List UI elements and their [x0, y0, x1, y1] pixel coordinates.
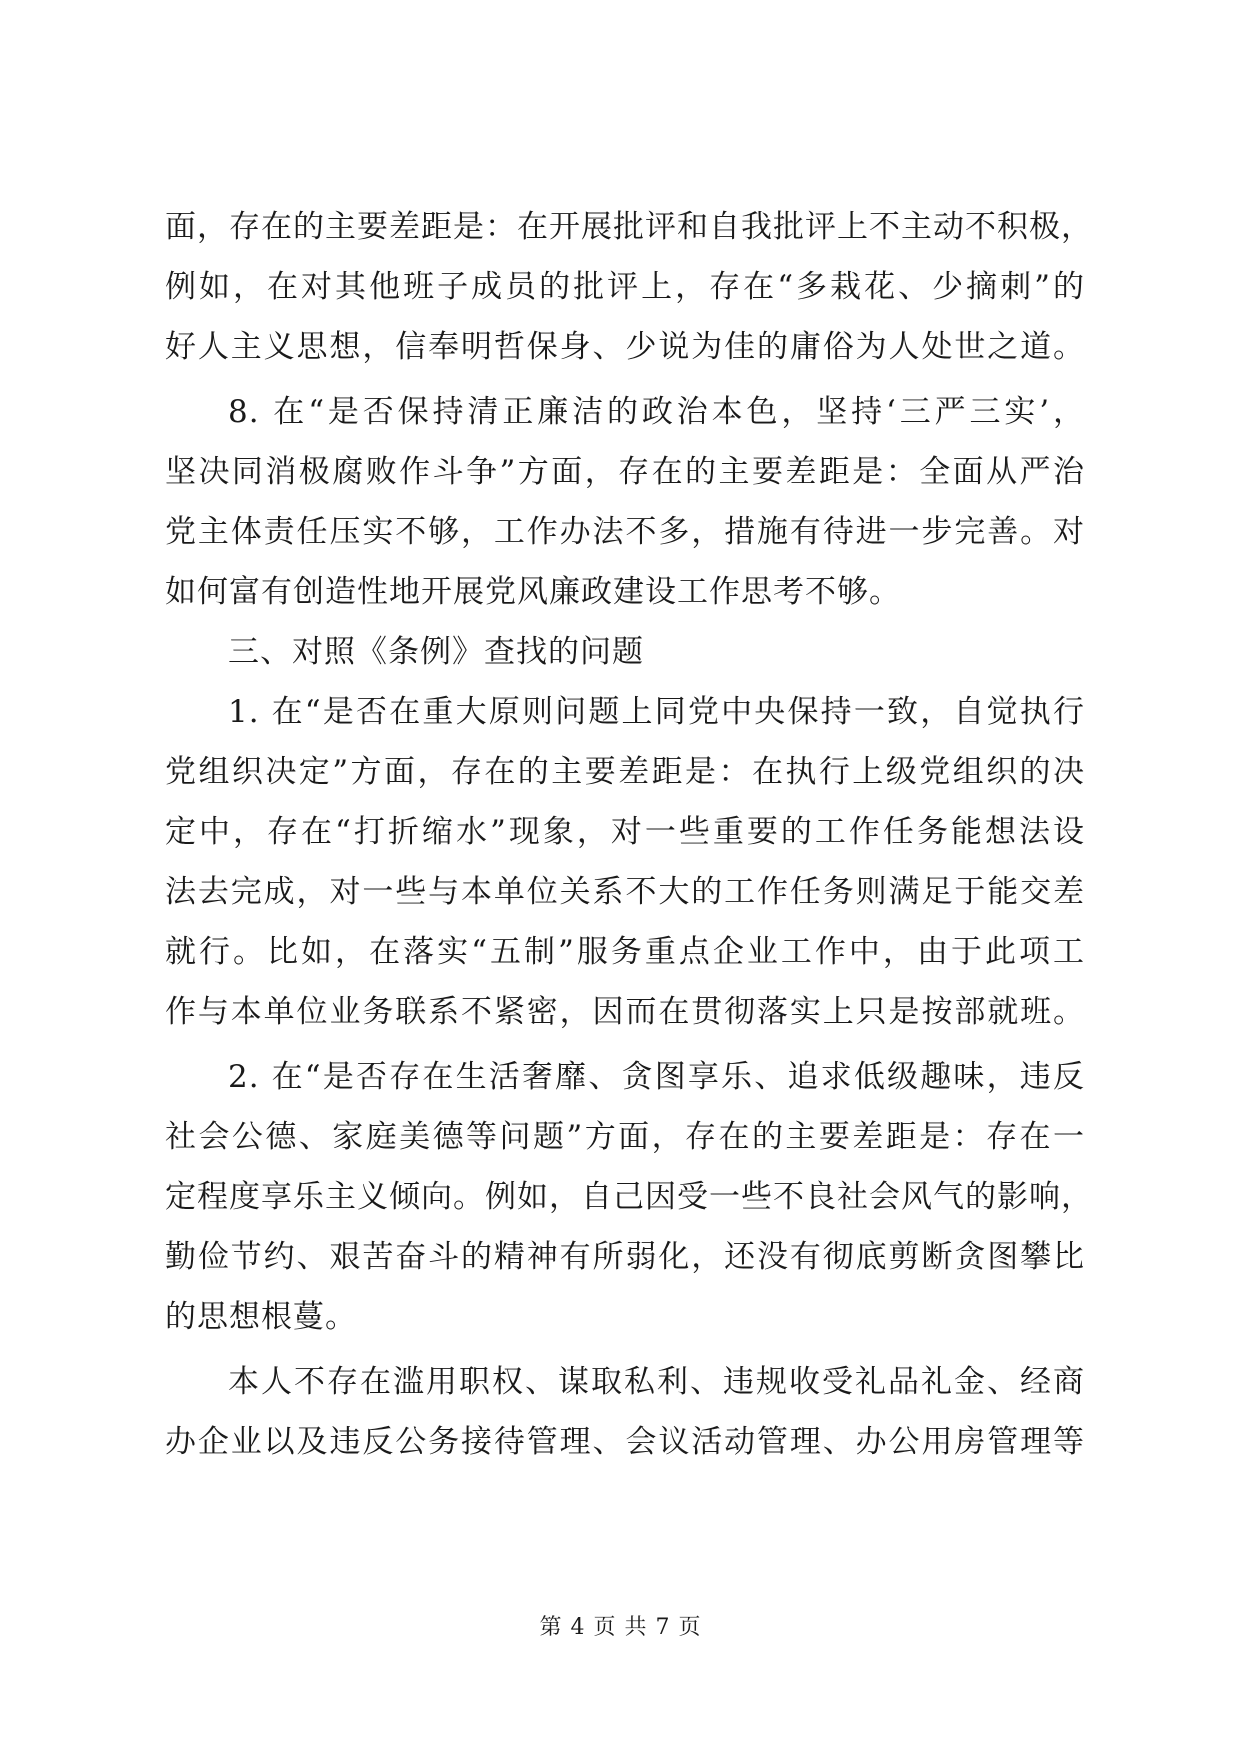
page-number-footer: 第 4 页 共 7 页: [539, 1615, 702, 1640]
body-text-line: 1. 在“是否在重大原则问题上同党中央保持一致，自觉执行: [228, 694, 1085, 730]
body-text-line: 例如，在对其他班子成员的批评上，存在“多栽花、少摘刺”的: [165, 269, 1085, 305]
body-text-line: 定程度享乐主义倾向。例如，自己因受一些不良社会风气的影响，: [165, 1179, 1093, 1215]
section-heading: 三、对照《条例》查找的问题: [228, 634, 644, 670]
body-text-line: 如何富有创造性地开展党风廉政建设工作思考不够。: [165, 574, 901, 610]
body-text-line: 8. 在“是否保持清正廉洁的政治本色，坚持‘三严三实’，: [228, 394, 1085, 430]
body-text-line: 办企业以及违反公务接待管理、会议活动管理、办公用房管理等: [165, 1424, 1085, 1460]
body-text-line: 好人主义思想，信奉明哲保身、少说为佳的庸俗为人处世之道。: [165, 329, 1085, 365]
body-text-line: 面，存在的主要差距是：在开展批评和自我批评上不主动不积极，: [165, 209, 1093, 245]
body-text-line: 的思想根蔓。: [165, 1299, 357, 1335]
body-text-line: 党组织决定”方面，存在的主要差距是：在执行上级党组织的决: [165, 754, 1085, 790]
body-text-line: 坚决同消极腐败作斗争”方面，存在的主要差距是：全面从严治: [165, 454, 1085, 490]
body-text-line: 勤俭节约、艰苦奋斗的精神有所弱化，还没有彻底剪断贪图攀比: [165, 1239, 1085, 1275]
body-text-line: 作与本单位业务联系不紧密，因而在贯彻落实上只是按部就班。: [165, 994, 1085, 1030]
body-text-line: 就行。比如，在落实“五制”服务重点企业工作中，由于此项工: [165, 934, 1085, 970]
body-text-line: 本人不存在滥用职权、谋取私利、违规收受礼品礼金、经商: [228, 1364, 1085, 1400]
body-text-line: 党主体责任压实不够，工作办法不多，措施有待进一步完善。对: [165, 514, 1085, 550]
body-text-line: 2. 在“是否存在生活奢靡、贪图享乐、追求低级趣味，违反: [228, 1059, 1085, 1095]
body-text-line: 社会公德、家庭美德等问题”方面，存在的主要差距是：存在一: [165, 1119, 1085, 1155]
body-text-line: 法去完成，对一些与本单位关系不大的工作任务则满足于能交差: [165, 874, 1085, 910]
body-text-line: 定中，存在“打折缩水”现象，对一些重要的工作任务能想法设: [165, 814, 1085, 850]
